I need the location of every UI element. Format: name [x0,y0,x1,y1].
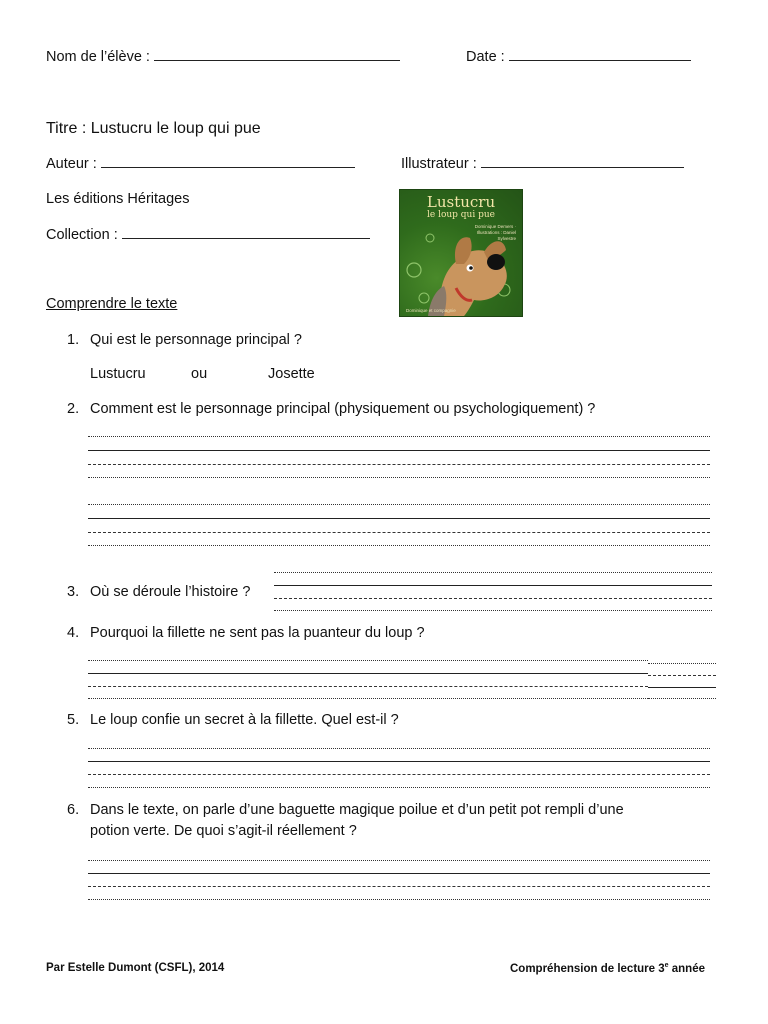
wolf-illustration [400,190,522,316]
answer-line [88,660,648,661]
question-number: 5. [67,712,80,728]
book-title: Lustucru le loup qui pue [90,120,261,137]
answer-line [88,545,710,546]
footer-course [510,962,705,975]
answer-lines-q5[interactable] [88,748,710,790]
question-1 [67,331,302,349]
question-text: Qui est le personnage principal ? [90,332,302,348]
date-label: Date : [466,49,505,65]
collection-field[interactable] [122,226,370,239]
book-cover-image [399,189,523,317]
date-field[interactable] [509,48,691,61]
answer-line [88,673,648,674]
question-text: Le loup confie un secret à la fillette. Quel est-il ? [90,712,399,728]
author-field[interactable] [101,155,355,168]
student-name-label: Nom de l’élève : [46,49,150,65]
answer-line [88,899,710,900]
answer-lines-q2a[interactable] [88,436,710,480]
question-6 [67,801,624,819]
answer-line [88,886,710,887]
question-3 [67,583,250,601]
answer-line [88,748,710,749]
answer-line [88,873,710,874]
answer-line [88,477,710,478]
answer-line [88,450,710,451]
student-name-row [46,48,400,66]
author-row [46,155,355,173]
footer-course-sup: e [664,962,669,969]
question-number: 2. [67,401,80,417]
answer-lines-q3[interactable] [274,572,712,612]
question-text-line1: Dans le texte, on parle d’une baguette magique poilue et d’un petit pot rempli d’une [90,802,624,818]
book-title-row [46,119,261,139]
cover-subtitle: le loup qui pue [427,210,495,220]
answer-line [274,598,712,599]
question-text: Comment est le personnage principal (physiquement ou psychologiquement) ? [90,401,596,417]
question-text: Pourquoi la fillette ne sent pas la puanteur du loup ? [90,625,425,641]
answer-line [274,572,712,573]
answer-line [88,436,710,437]
illustrator-row [401,155,684,173]
choice-josette[interactable]: Josette [268,366,315,382]
answer-line [88,774,710,775]
answer-line [648,675,716,676]
answer-line [648,687,716,688]
cover-title: Lustucru [426,193,496,211]
cover-publisher: Dominique et compagnie [406,308,456,313]
question-number: 3. [67,584,80,600]
question-4 [67,624,425,642]
student-name-field[interactable] [154,48,400,61]
footer-author: Par Estelle Dumont (CSFL), 2014 [46,962,225,974]
question-2 [67,400,595,418]
footer-course-end: année [668,962,705,975]
question-number: 4. [67,625,80,641]
question-6-line2: potion verte. De quoi s’agit-il réellement ? [90,823,357,839]
collection-label: Collection : [46,227,118,243]
date-row [466,48,691,66]
answer-lines-q2b[interactable] [88,504,710,548]
answer-line [274,610,712,611]
answer-line [274,585,712,586]
answer-lines-q6[interactable] [88,860,710,902]
answer-line [88,518,710,519]
answer-lines-q4[interactable] [88,660,648,700]
choice-or: ou [191,366,208,382]
answer-line [88,532,710,533]
answer-line [88,504,710,505]
answer-line [88,698,648,699]
illustrator-field[interactable] [481,155,684,168]
answer-line [88,860,710,861]
title-label: Titre : [46,120,87,137]
answer-line [88,761,710,762]
author-label: Auteur : [46,156,97,172]
publisher-text: Les éditions Héritages [46,191,190,207]
question-number: 6. [67,802,80,818]
collection-row [46,226,370,244]
answer-line [648,663,716,664]
answer-line [648,698,716,699]
illustrator-label: Illustrateur : [401,156,477,172]
section-title: Comprendre le texte [46,296,178,312]
question-number: 1. [67,332,80,348]
cover-authors: Dominique Demers · Illustrations : Daniel Sylvestre [474,224,516,241]
choice-lustucru[interactable]: Lustucru [90,366,146,382]
answer-line [88,686,648,687]
answer-line [88,464,710,465]
footer-course-text: Compréhension de lecture 3 [510,962,665,975]
answer-lines-q4-extension[interactable] [648,663,716,699]
question-5 [67,711,399,729]
answer-line [88,787,710,788]
question-text: Où se déroule l’histoire ? [90,584,251,600]
